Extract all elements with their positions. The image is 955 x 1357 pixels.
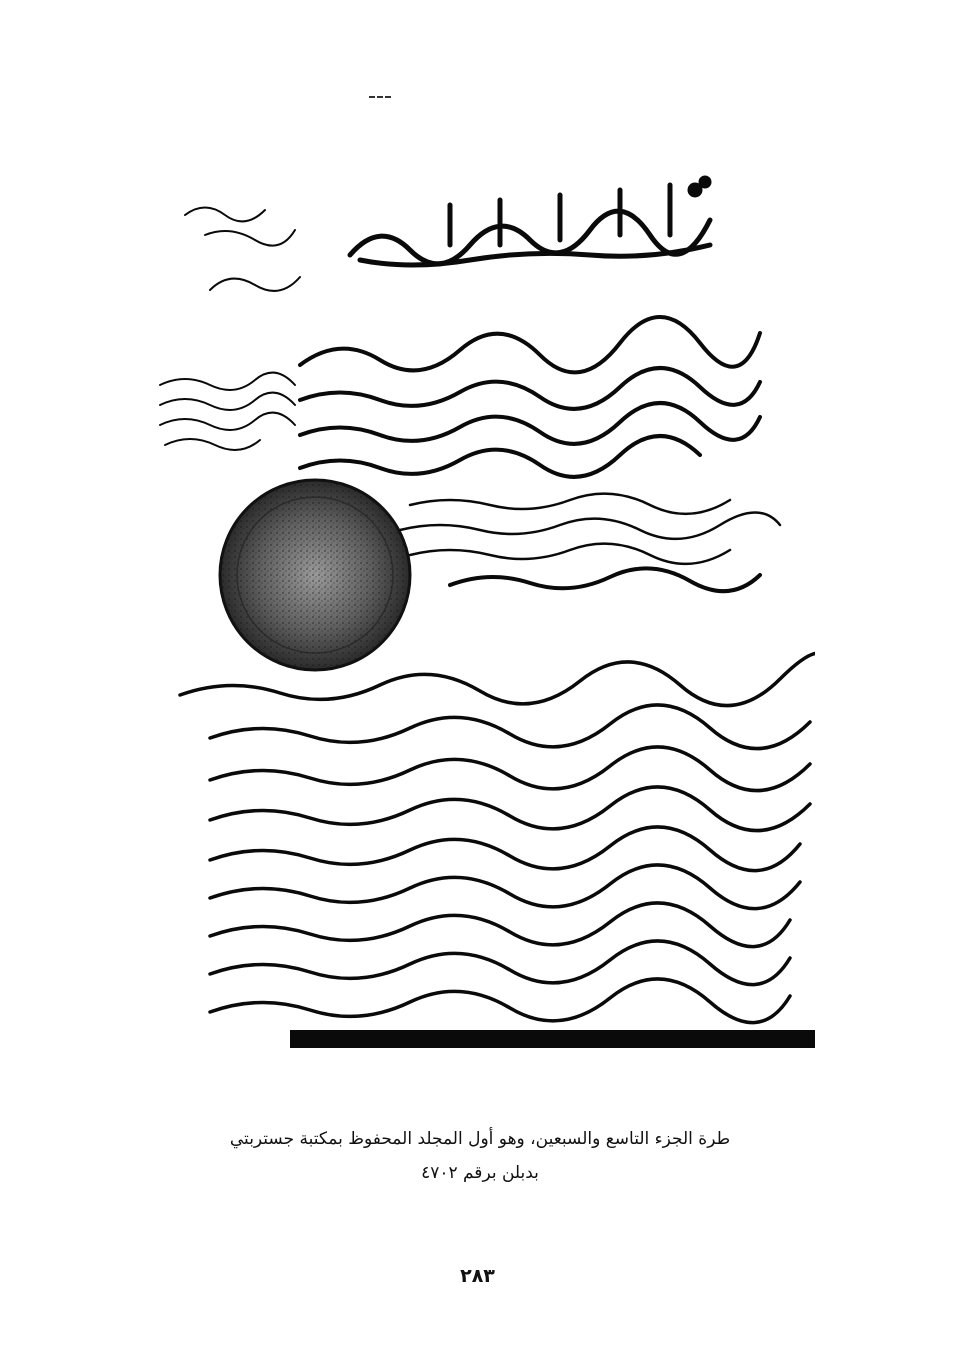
subtitle-lines — [300, 317, 760, 477]
bottom-ink-band — [290, 1030, 815, 1048]
manuscript-drawing — [150, 160, 815, 1055]
caption-line-1: طرة الجزء التاسع والسبعين، وهو أول المجلد المحفوظ بمكتبة جستربتي — [229, 1129, 731, 1149]
seal — [220, 480, 410, 670]
main-text-block — [180, 653, 815, 1023]
title-calligraphy — [350, 178, 710, 265]
page-number: ٢٨٣ — [460, 1265, 495, 1287]
ownership-notes — [400, 494, 780, 592]
top-mark — [369, 96, 391, 98]
manuscript-image — [150, 160, 815, 1055]
caption-line-2: بدبلن برقم ٤٧٠٢ — [421, 1163, 539, 1183]
figure-caption — [140, 1122, 820, 1190]
margin-notes — [160, 208, 300, 450]
